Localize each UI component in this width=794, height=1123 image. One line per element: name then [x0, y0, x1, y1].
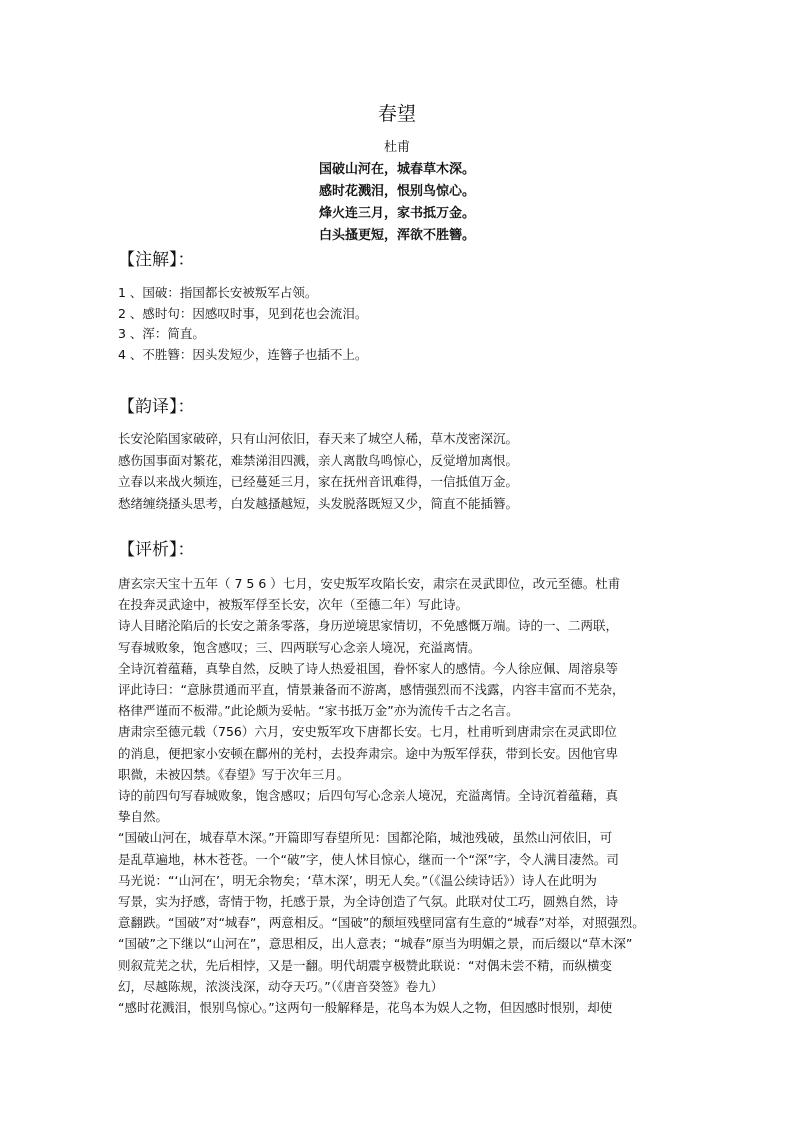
analysis-heading: 【评析】： — [118, 540, 195, 560]
translation-text — [118, 428, 683, 514]
analysis-line: 马光说：“‘山河在’，明无余物矣；‘草木深’，明无人矣。”（《温公续诗话》）诗人在此明为 — [118, 872, 597, 888]
analysis-line: 幻，尽越陈规，浓淡浅深，动夺天巧。”（《唐音癸签》卷九） — [118, 978, 444, 994]
poem-line: 感时花溅泪，恨别鸟惊心。 — [318, 184, 475, 199]
analysis-line: “感时花溅泪，恨别鸟惊心。”这两句一般解释是，花鸟本为娱人之物，但因感时恨别，却使 — [118, 1000, 613, 1016]
analysis-line: 唐肃宗至德元载（756）六月，安史叛军攻下唐都长安。七月，杜甫听到唐肃宗在灵武即位 — [118, 724, 617, 740]
analysis-line: 则叙荒芜之状，先后相悖，又是一翻。明代胡震亨极赞此联说：“对偶未尝不精，而纵横变 — [118, 957, 612, 973]
analysis-line: “国破”之下继以“山河在”，意思相反，出人意表；“城春”原当为明媚之景，而后缀以“草木深” — [118, 936, 633, 952]
analysis-line: 评此诗曰：“意脉贯通而平直，情景兼备而不游离，感情强烈而不浅露，内容丰富而不芜杂， — [118, 682, 625, 698]
notes-heading: 【注解】： — [118, 250, 195, 270]
translation-line: 感伤国事面对繁花，难禁涕泪四溅，亲人离散鸟鸣惊心，反觉增加离恨。 — [118, 452, 519, 468]
analysis-line: 在投奔灵武途中，被叛军俘至长安，次年（至德二年）写此诗。 — [118, 597, 469, 613]
poem-body — [0, 137, 794, 247]
note-item: 4 、不胜簪：因头发短少，连簪子也插不上。 — [118, 346, 368, 362]
analysis-line: 全诗沉着蕴藉，真挚自然，反映了诗人热爱祖国，眷怀家人的感情。今人徐应佩、周溶泉等 — [118, 660, 619, 676]
note-item: 3 、浑：简直。 — [118, 326, 205, 341]
translation-line: 立春以来战火频连，已经蔓延三月，家在抚州音讯难得，一信抵值万金。 — [118, 474, 519, 489]
poem-line: 白头搔更短，浑欲不胜簪。 — [318, 228, 475, 243]
translation-line: 愁绪缠绕搔头思考，白发越搔越短，头发脱落既短又少，简直不能插簪。 — [118, 495, 519, 511]
note-item: 1 、国破：指国都长安被叛军占领。 — [118, 285, 318, 300]
analysis-line: 是乱草遍地，林木苍苍。一个“破”字，使人怵目惊心，继而一个“深”字，令人满目凄然。司 — [118, 851, 619, 867]
notes-list — [118, 283, 683, 365]
poem-line: 国破山河在，城春草木深。 — [318, 162, 475, 177]
poem-title: 春望 — [377, 103, 416, 125]
analysis-line: 唐玄宗天宝十五年（ 7 5 6 ）七月，安史叛军攻陷长安，肃宗在灵武即位，改元至德。杜甫 — [118, 576, 621, 591]
analysis-line: 诗的前四句写春城败象，饱含感叹；后四句写心念亲人境况，充溢离情。全诗沉着蕴藉，真 — [118, 788, 619, 804]
note-item: 2 、感时句：因感叹时事，见到花也会流泪。 — [118, 305, 368, 321]
analysis-line: 意翻跌。“国破”对“城春”，两意相反。“国破”的颓垣残壁同富有生意的“城春”对举，对照强烈。 — [118, 915, 645, 931]
analysis-line: “国破山河在，城春草木深。”开篇即写春望所见：国都沦陷，城池残破，虽然山河依旧，可 — [118, 830, 613, 846]
poem-line: 烽火连三月，家书抵万金。 — [318, 206, 475, 221]
analysis-line: 格律严谨而不板滞。”此论颇为妥帖。“家书抵万金”亦为流传千古之名言。 — [118, 703, 519, 719]
analysis-line: 写景，实为抒感，寄情于物，托感于景，为全诗创造了气氛。此联对仗工巧，圆熟自然，诗 — [118, 894, 619, 910]
translation-heading: 【韵译】： — [118, 397, 195, 417]
analysis-text — [118, 573, 683, 1018]
analysis-line: 职微，未被囚禁。《春望》写于次年三月。 — [118, 766, 350, 782]
analysis-line: 挚自然。 — [118, 809, 169, 825]
analysis-line: 的消息，便把家小安顿在鄜州的羌村，去投奔肃宗。途中为叛军俘获，带到长安。因他官卑 — [118, 745, 619, 761]
poem-author: 杜甫 — [383, 140, 410, 155]
translation-line: 长安沦陷国家破碎，只有山河依旧，春天来了城空人稀，草木茂密深沉。 — [118, 431, 519, 446]
analysis-line: 诗人目睹沦陷后的长安之萧条零落，身历逆境思家情切，不免感慨万端。诗的一、二两联， — [118, 618, 619, 634]
analysis-line: 写春城败象，饱含感叹；三、四两联写心念亲人境况，充溢离情。 — [118, 639, 481, 655]
